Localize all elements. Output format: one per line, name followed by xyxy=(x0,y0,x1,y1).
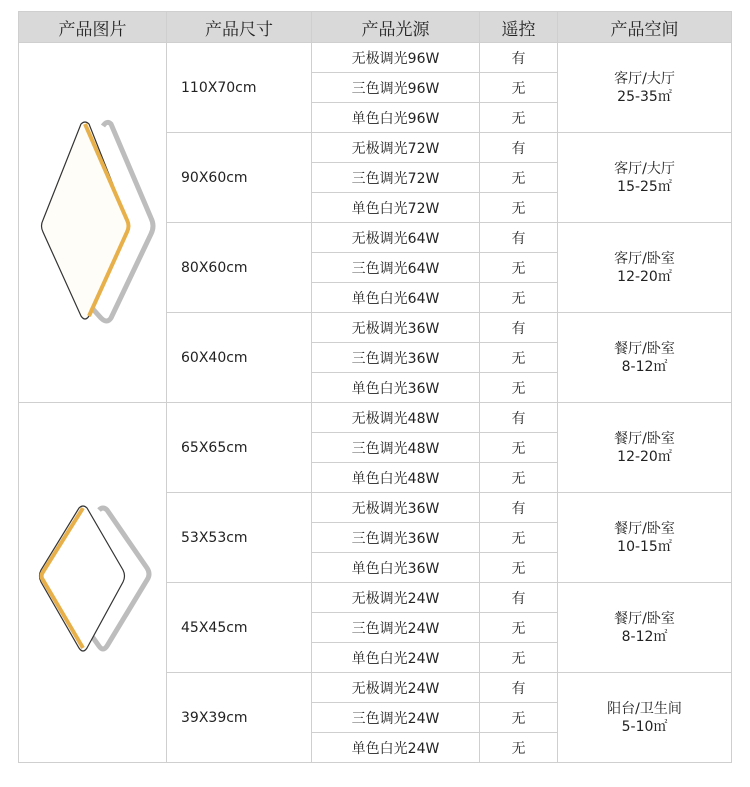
light-source-cell: 三色调光24W xyxy=(312,613,480,643)
space-room: 阳台/卫生间 xyxy=(607,700,682,717)
size-cell: 90X60cm xyxy=(167,133,312,223)
light-source-cell: 单色白光72W xyxy=(312,193,480,223)
rectangular-ceiling-lamp-icon xyxy=(23,108,163,338)
remote-cell: 有 xyxy=(480,673,558,703)
remote-cell: 无 xyxy=(480,283,558,313)
light-source-cell: 单色白光24W xyxy=(312,733,480,763)
light-source-cell: 无极调光36W xyxy=(312,313,480,343)
space-cell xyxy=(558,403,732,493)
remote-cell: 有 xyxy=(480,493,558,523)
remote-cell: 无 xyxy=(480,523,558,553)
light-source-cell: 三色调光36W xyxy=(312,523,480,553)
space-room: 客厅/大厅 xyxy=(614,160,675,177)
space-cell xyxy=(558,493,732,583)
light-source-cell: 三色调光96W xyxy=(312,73,480,103)
space-cell xyxy=(558,223,732,313)
remote-cell: 无 xyxy=(480,553,558,583)
remote-cell: 无 xyxy=(480,163,558,193)
remote-cell: 有 xyxy=(480,403,558,433)
remote-cell: 无 xyxy=(480,463,558,493)
remote-cell: 有 xyxy=(480,43,558,73)
table-row xyxy=(19,43,732,73)
space-room: 餐厅/卧室 xyxy=(614,430,675,447)
remote-cell: 有 xyxy=(480,583,558,613)
header-size: 产品尺寸 xyxy=(167,12,312,43)
product-spec-table xyxy=(18,11,732,763)
space-room: 餐厅/卧室 xyxy=(614,520,675,537)
space-area: 25-35㎡ xyxy=(617,88,672,105)
light-source-cell: 无极调光36W xyxy=(312,493,480,523)
space-room: 餐厅/卧室 xyxy=(614,340,675,357)
space-area: 12-20㎡ xyxy=(617,268,672,285)
size-cell: 53X53cm xyxy=(167,493,312,583)
space-area: 8-12㎡ xyxy=(621,358,668,375)
size-cell: 65X65cm xyxy=(167,403,312,493)
light-source-cell: 单色白光36W xyxy=(312,373,480,403)
header-image: 产品图片 xyxy=(19,12,167,43)
space-area: 8-12㎡ xyxy=(621,628,668,645)
remote-cell: 无 xyxy=(480,733,558,763)
remote-cell: 无 xyxy=(480,373,558,403)
light-source-cell: 三色调光36W xyxy=(312,343,480,373)
space-room: 餐厅/卧室 xyxy=(614,610,675,627)
space-cell xyxy=(558,583,732,673)
remote-cell: 无 xyxy=(480,703,558,733)
light-source-cell: 无极调光24W xyxy=(312,583,480,613)
remote-cell: 无 xyxy=(480,193,558,223)
header-space: 产品空间 xyxy=(558,12,732,43)
remote-cell: 无 xyxy=(480,613,558,643)
light-source-cell: 无极调光72W xyxy=(312,133,480,163)
light-source-cell: 单色白光36W xyxy=(312,553,480,583)
remote-cell: 无 xyxy=(480,433,558,463)
remote-cell: 无 xyxy=(480,643,558,673)
space-cell xyxy=(558,43,732,133)
square-ceiling-lamp-icon xyxy=(23,498,163,668)
light-source-cell: 三色调光24W xyxy=(312,703,480,733)
light-source-cell: 无极调光64W xyxy=(312,223,480,253)
header-remote: 遥控 xyxy=(480,12,558,43)
light-source-cell: 单色白光96W xyxy=(312,103,480,133)
light-source-cell: 无极调光48W xyxy=(312,403,480,433)
product-image-cell xyxy=(19,403,167,763)
remote-cell: 有 xyxy=(480,223,558,253)
header-row xyxy=(19,12,732,43)
light-source-cell: 单色白光24W xyxy=(312,643,480,673)
remote-cell: 无 xyxy=(480,103,558,133)
size-cell: 80X60cm xyxy=(167,223,312,313)
size-cell: 45X45cm xyxy=(167,583,312,673)
space-cell xyxy=(558,313,732,403)
light-source-cell: 三色调光64W xyxy=(312,253,480,283)
size-cell: 39X39cm xyxy=(167,673,312,763)
table-row xyxy=(19,403,732,433)
space-area: 5-10㎡ xyxy=(621,718,668,735)
remote-cell: 有 xyxy=(480,133,558,163)
space-area: 15-25㎡ xyxy=(617,178,672,195)
space-room: 客厅/卧室 xyxy=(614,250,675,267)
light-source-cell: 无极调光24W xyxy=(312,673,480,703)
remote-cell: 无 xyxy=(480,73,558,103)
light-source-cell: 三色调光48W xyxy=(312,433,480,463)
space-area: 10-15㎡ xyxy=(617,538,672,555)
remote-cell: 无 xyxy=(480,343,558,373)
space-cell xyxy=(558,673,732,763)
light-source-cell: 单色白光48W xyxy=(312,463,480,493)
light-source-cell: 单色白光64W xyxy=(312,283,480,313)
light-source-cell: 无极调光96W xyxy=(312,43,480,73)
space-cell xyxy=(558,133,732,223)
product-image-cell xyxy=(19,43,167,403)
header-light: 产品光源 xyxy=(312,12,480,43)
space-area: 12-20㎡ xyxy=(617,448,672,465)
size-cell: 110X70cm xyxy=(167,43,312,133)
space-room: 客厅/大厅 xyxy=(614,70,675,87)
remote-cell: 无 xyxy=(480,253,558,283)
remote-cell: 有 xyxy=(480,313,558,343)
size-cell: 60X40cm xyxy=(167,313,312,403)
light-source-cell: 三色调光72W xyxy=(312,163,480,193)
